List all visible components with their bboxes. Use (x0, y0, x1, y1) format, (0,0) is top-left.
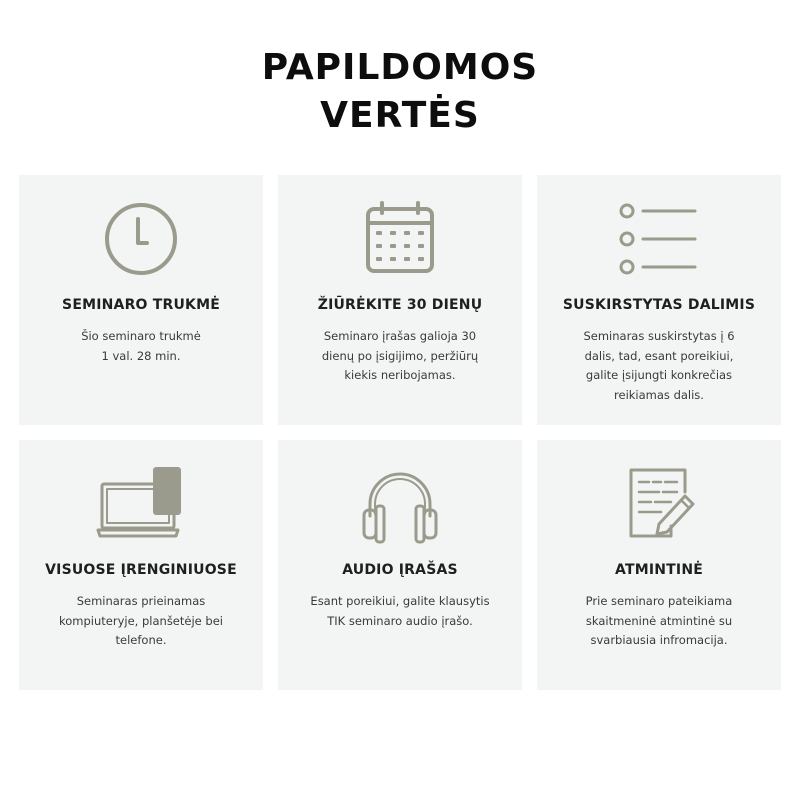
page-title-line-2: VERTĖS (320, 95, 480, 136)
feature-card-text: Esant poreikiui, galite klausytis TIK seminaro audio įrašo. (310, 594, 490, 628)
list-icon (537, 197, 781, 281)
feature-card-title: VISUOSE ĮRENGINIUOSE (45, 562, 237, 578)
page-title-line-1: PAPILDOMOS (261, 47, 539, 88)
feature-card-30-days (278, 175, 522, 425)
clock-icon (19, 197, 263, 281)
feature-card-audio (278, 440, 522, 690)
feature-card-duration (19, 175, 263, 425)
feature-card-devices (19, 440, 263, 690)
devices-icon (19, 462, 263, 546)
feature-card-summary (537, 440, 781, 690)
headphones-icon (278, 462, 522, 546)
notepad-pencil-icon (537, 462, 781, 546)
feature-card-title: SUSKIRSTYTAS DALIMIS (562, 297, 756, 313)
feature-card-title: ATMINTINĖ (615, 562, 703, 578)
feature-card-text: Seminaras prieinamas kompiuteryje, planšetėje bei telefone. (59, 594, 223, 647)
feature-card-parts (537, 175, 781, 425)
feature-card-title: SEMINARO TRUKMĖ (62, 297, 220, 313)
feature-card-text: Seminaro įrašas galioja 30 dienų po įsigijimo, peržiūrų kiekis neribojamas. (321, 329, 479, 382)
page-title (0, 44, 800, 140)
feature-card-title: ŽIŪRĖKITE 30 DIENŲ (317, 297, 483, 313)
feature-card-title: AUDIO ĮRAŠAS (342, 562, 458, 578)
feature-card-text: Prie seminaro pateikiama skaitmeninė atmintinė su svarbiausia infromacija. (585, 594, 733, 647)
feature-card-text: Šio seminaro trukmė 1 val. 28 min. (81, 329, 201, 363)
feature-card-text: Seminaras suskirstytas į 6 dalis, tad, esant poreikiui, galite įsijungti konkrečias reikiamas dalis. (583, 329, 735, 402)
calendar-icon (278, 197, 522, 281)
